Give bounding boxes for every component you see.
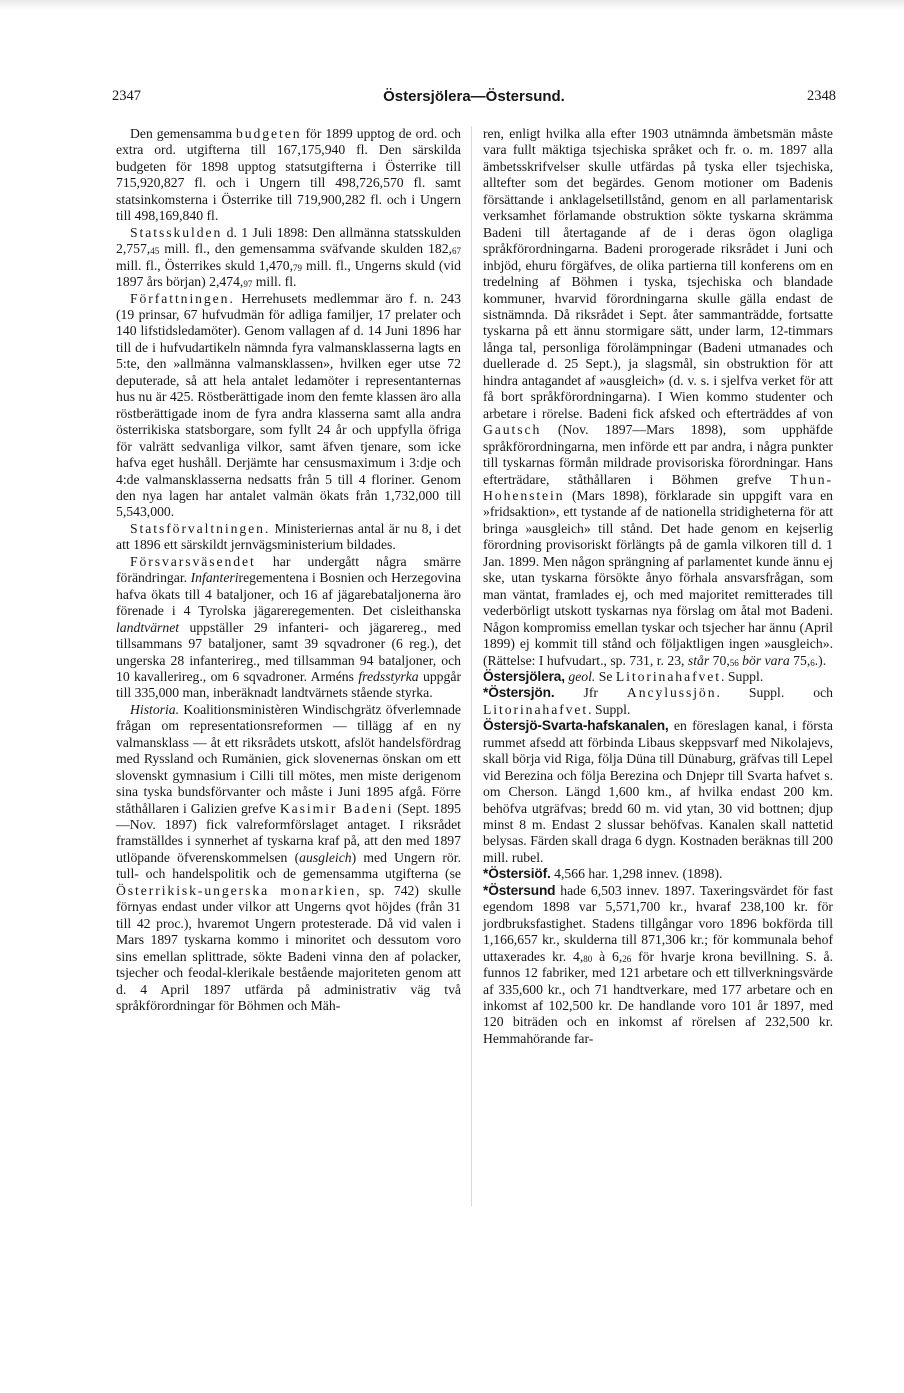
entry-ostersjo-svarta-hafskanalen: Östersjö-Svarta-hafskanalen, en föreslagen kanal, i första rummet afsedd att förbinda Libaus skeppsvarf med Nikolajevs, skall börja vid Riga, följa Düna till Dünaburg, gräfvas till Lepel vid Berezina och följa Berezina och Dnjepr till Svarta hafvet s. om Cherson. Längd 1,600 km., af hvilka endast 200 km. behöfva utgräfvas; bredd 60 m. vid ytan, 30 vid bottnen; djup minst 8 m. Endast 2 slussar behöfvas. Kanalen skall nattetid belysas. Färden skall draga 6 dygn. Kostnaden beräknas till 200 mill. rubel. (483, 718, 833, 865)
paragraph-forsvarsvasendet: Försvarsväsendet har undergått några smärre förändringar. Infanteriregementena i Bosnien och Herzegovina hafva ökats till 4 bataljoner, och 16 af jägarebataljonerna äro förenade i 4 Tyrolska jägareregementen. Det cisleithanska landtvärnet uppställer 29 infanteri- och jägarereg., med tillsammans 97 bataljoner, samt 39 sqvadroner (6 reg.), det ungerska 28 infanterireg., med tillsamman 94 bataljoner, och 10 kavallerireg., om 6 sqvadroner. Arméns fredsstyrka uppgår till 335,000 man, inberäknadt landtvärnets stående styrka. (116, 553, 462, 701)
paragraph-statsskulden: Statsskulden d. 1 Juli 1898: Den allmänna statsskulden $2,757,_{45}$ mill. fl., den gemensamma sväfvande skulden $182,_{67}$ mill. fl., Österrikes skuld $1,470,_{79}$ mill. fl., Ungerns skuld (vid 1897 års början) $2,474,_{97}$ mill. fl. (116, 224, 461, 290)
paragraph-historia-continued: ren, enligt hvilka alla efter 1903 utnämnda ämbetsmän måste vara fullt mäktiga tsjechiska språket och fr. o. m. 1897 alla ämbetsskrifvelser skulle utfärdas på tyska eller tsjechiska, alltefter som det begärdes. Genom motioner om Badenis försättande i anklagelsetillstånd, genom en all parlamentarisk verksamhet förlamande obstruktion sökte tyskarna skrämma Badeni till återtagande af de i deras ögon olagliga språkförordningarna. Badeni prorogerade riksrådet i Juni och inbjöd, ehuru förgäfves, de olika partierna till konferens om en tredelning af Böhmen i tyska, tsjechiska och blandade kommuner, hvarvid förordningarna skulle gälla endast de sistnämnda. Då riksrådet i Sept. åter sammanträdde, fortsatte tyskarna på ett ännu stormigare sätt, under larm, 12-timmars långa tal, personliga förolämpningar (Badeni utmanades och duellerade d. 25 Sept.), ja slagsmål, sin obstruktion för att hindra antagandet af »ausgleich» (d. v. s. i sjelfva verket för att få bort språkförordningarna). I Wien kommo studenter och arbetare i rörelse. Badeni fick afsked och efterträddes af von Gautsch (Nov. 1897—Mars 1898), som upphäfde språkförordningarna, men införde ett par andra, i några punkter till tyskarnas förmån mildrade provisoriska förordningar. Hans efterträdare, ståthållaren i Böhmen grefve Thun-Hohenstein (Mars 1898), förklarade sin uppgift vara en »fridsaktion», ett tystande af de nationella stridigheterna för att bringa »ausgleich» till stånd. Det hade genom en kejserlig förordning provisoriskt förlängts på de gamla vilkoren till d. 1 Jan. 1899. Men någon sprängning af parlamentet kunde ännu ej ske, utan tyskarna försökte ånyo förhala ansvarsfrågan, som man väntat, framlades ej, och med majoritet remitterades till vederbörligt utskott tyskarnas nya förslag om åtal mot Badeni. Någon kompromiss emellan tyskar och tsjecher har ännu (April 1899) ej kommit till stånd och följaktligen ingen »ausgleich». (Rättelse: I hufvudart., sp. 731, r. 23, står $70,_{56}$ bör vara $75,_6$.). (483, 126, 833, 668)
headword: Östersjölera, (483, 668, 565, 684)
page-number-left: 2347 (112, 88, 141, 104)
headword: *Östersiöf. (483, 866, 551, 882)
paragraph-forfattningen: Författningen. Herrehusets medlemmar äro f. n. 243 (19 prinsar, 67 hufvudmän för adliga familjer, 17 prelater och 140 lifstidsledamöter). Genom vallagen af d. 14 Juni 1896 har till de i hufvudartikeln nämnda fyra valmansklasserna lagts en 5:te, den »allmänna valmansklassen», hvilken eger utse 72 deputerade, så att hela antalet ledamöter i representanternas hus nu är 425. Röstberättigade inom den femte klassen äro alla röstberättigade inom de fyra andra klasserna samt alla andra österrikiska statsborgare, som fyllt 24 år och uppfylla öfriga för valrätt sedvanliga vilkor, samt äfven tjenare, som icke hafva eget hushåll. Derjämte har censusmaximum i 3:dje och 4:de valmansklasserna nedsatts från 5 till 4 floriner. Genom den nya lagen har antalet valmän ökats från 1,732,000 till 5,543,000. (116, 290, 461, 520)
entry-ostersiof: *Östersiöf. 4,566 har. 1,298 innev. (1898). (483, 866, 723, 882)
paragraph-historia: Historia. Koalitionsministèren Windischgrätz öfverlemnade frågan om representationsreformen — tillägg af en ny valmansklass — åt ett riksrådets utskott, afslöt handelsfördrag med Ryssland och Rumänien, gick slovenernas önskan om ett slovenskt gymnasium i Cilli till mötes, men miste derigenom sina tyska bundsförvanter och måste i Juni 1895 afgå. Förre ståthållaren i Galizien grefve Kasimir Badeni (Sept. 1895—Nov. 1897) fick valreformförslaget antaget. I riksrådet framställdes i synnerhet af tyskarna kraf på, att den med 1897 utlöpande öfverenskommelsen (ausgleich) med Ungern rör. tull- och handelspolitik och de gemensamma utgifterna (se Österrikisk-ungerska monarkien, sp. 742) skulle förnyas endast under vilkor att Ungerns qvot höjdes (från 31 till 42 proc.), hvaremot Ungern protesterade. Då vid valen i Mars 1897 tyskarna kommo i minoritet och dessutom voro sins emellan splittrade, sökte Badeni vinna den af polacker, tsjecher och feodal-klerikale bestående majoriteten genom att d. 4 April 1897 utfärda på administrativ väg två språkförordningar för Böhmen och Mäh- (116, 701, 461, 1014)
scan-edge (0, 0, 904, 10)
left-column (116, 126, 461, 1014)
running-title: Östersjölera—Östersund. (383, 88, 565, 105)
page-header (112, 88, 836, 112)
entry-ostersjon: *Östersjön. Jfr Ancylussjön. Suppl. och Litorinahafvet. Suppl. (483, 685, 833, 717)
headword: *Östersund (483, 882, 556, 898)
paragraph-budget: Den gemensamma budgeten för 1899 upptog de ord. och extra ord. utgifterna till 167,175,940 fl. Den särskilda budgeten för 1898 upptog statsutgifterna i Österrike till 715,920,827 fl. och i Ungern till 498,726,570 fl. samt statsinkomsterna i Österrike till 719,900,282 fl. och i Ungern till 498,169,840 fl. (116, 126, 461, 224)
headword: *Östersjön. (483, 685, 555, 701)
entry-ostersund: *Östersund hade 6,503 innev. 1897. Taxeringsvärdet för fast egendom 1898 var 5,571,700 kr., hvaraf 238,100 kr. för jordbruksfastighet. Stadens tillgångar voro 1896 bokförda till 1,166,657 kr., skulderna till 871,306 kr.; för kommunala behof uttaxerades kr. $4,_{80}$ à $6,_{26}$ för hvarje krona bevillning. S. å. funnos 12 fabriker, med 121 arbetare och ett tillverkningsvärde af 335,600 kr., och 71 handtverkare, med 177 arbetare och en inkomst af 102,500 kr. De handlande voro 101 år 1897, med 120 biträden och en inkomst af rörelsen af 232,500 kr. Hemmahörande far- (483, 882, 833, 1046)
paragraph-statsforvaltningen: Statsförvaltningen. Ministeriernas antal är nu 8, i det att 1896 ett särskildt jernvägsministerium bildades. (116, 520, 461, 553)
page-number-right: 2348 (807, 88, 836, 104)
right-column (483, 126, 833, 1047)
entry-ostersjolera: Östersjölera, geol. Se Litorinahafvet. Suppl. (483, 668, 764, 684)
column-divider (471, 126, 472, 1206)
headword: Östersjö-Svarta-hafskanalen, (483, 718, 669, 734)
